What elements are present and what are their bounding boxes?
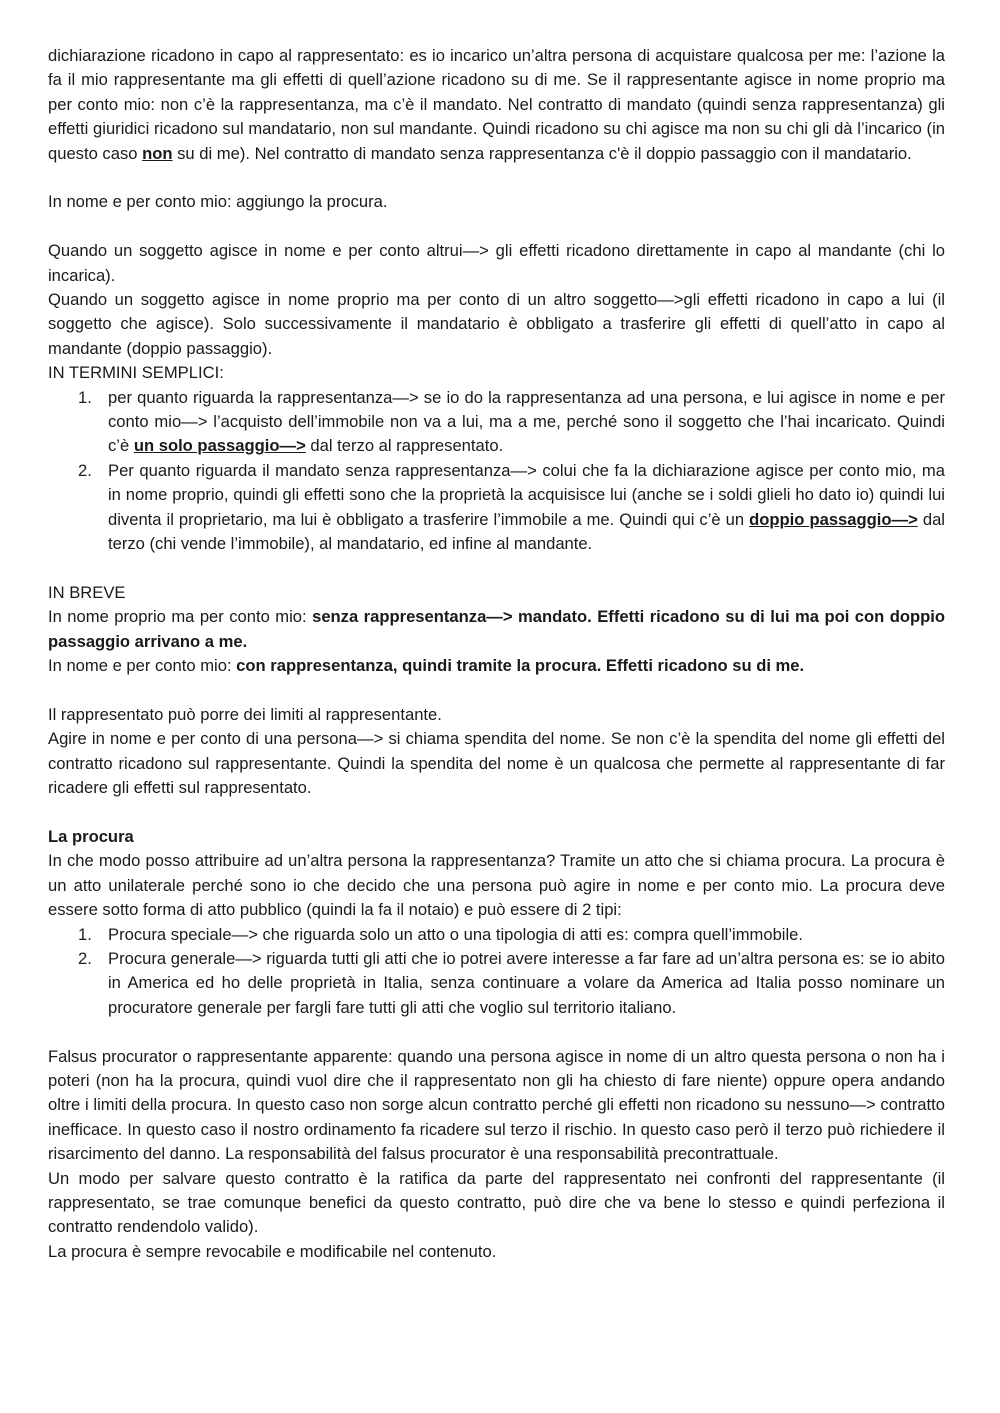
list-number: 2. — [78, 948, 92, 968]
paragraph-text: dichiarazione ricadono in capo al rappresentato: es io incarico un’altra persona di acquistare qualcosa per me: l’azione la fa il mio rappresentante ma gli effetti di quell’azione ricadono su di me. Se il rappresentante agisce in nome proprio ma per conto mio: non c’è la rappresentanza, ma c’è il mandato. Nel contratto di mandato (quindi senza rappresentanza) gli effetti giuridici ricadono sul mandatario, non sul mandante. Quindi ricadono su chi agisce ma non su chi gli dà l’incarico (in questo caso — [48, 46, 945, 163]
paragraph-limiti: Il rappresentato può porre dei limiti al rappresentante. — [48, 704, 442, 724]
list-item-text-end: dal terzo al rappresentato. — [305, 436, 504, 456]
heading-termini-semplici: IN TERMINI SEMPLICI: — [48, 363, 224, 383]
paragraph-breve-mandato — [48, 605, 945, 654]
paragraph-text: In nome e per conto mio: — [48, 656, 237, 676]
list-tipi-procura — [48, 923, 945, 1021]
spacer — [48, 679, 945, 703]
list-item — [48, 459, 945, 557]
emphasis-doppio-passaggio: doppio passaggio—> — [749, 509, 918, 529]
list-item-text: Procura speciale—> che riguarda solo un atto o una tipologia di atti es: compra quell’immobile. — [108, 924, 804, 944]
list-termini-semplici — [48, 386, 945, 557]
list-item-text-end: dal terzo (chi vende l’immobile), al mandatario, ed infine al mandante. — [108, 509, 945, 554]
paragraph-text-end: su di me). Nel contratto di mandato senza rappresentanza c'è il doppio passaggio con il mandatario. — [172, 143, 912, 163]
paragraph-procura-definizione: In che modo posso attribuire ad un’altra persona la rappresentanza? Tramite un atto che si chiama procura. La procura è un atto unilaterale perché sono io che decido che una persona può agire in nome e per conto mio. La procura deve essere sotto forma di atto pubblico (quindi la fa il notaio) e può essere di 2 tipi: — [48, 851, 945, 920]
list-item-text: per quanto riguarda la rappresentanza—> se io do la rappresentanza ad una persona, e lui agisce in nome e per conto mio—> l’acquisto dell’immobile non va a lui, ma a me, perché sono il soggetto che l’hai incaricato. Quindi c’è — [108, 387, 945, 456]
paragraph-ratifica: Un modo per salvare questo contratto è la ratifica da parte del rappresentato nei confronti del rappresentante (il rappresentato, se trae comunque benefici da questo contratto, può dire che va bene lo stesso e quindi perfeziona il contratto rendendolo valido). — [48, 1168, 945, 1237]
paragraph-falsus-procurator: Falsus procurator o rappresentante apparente: quando una persona agisce in nome di un altro questa persona o non ha i poteri (non ha la procura, quindi vuol dire che il rappresentato non gli ha chiesto di fare niente) oppure opera andando oltre i limiti della procura. In questo caso non sorge alcun contratto perché gli effetti non ricadono su nessuno—> contratto inefficace. In questo caso il nostro ordinamento fa ricadere sul terzo il rischio. In questo caso però il terzo può richiedere il risarcimento del danno. La responsabilità del falsus procurator è una responsabilità precontrattuale. — [48, 1046, 945, 1164]
heading-in-breve: IN BREVE — [48, 582, 126, 602]
paragraph-nome-conto-altrui: Quando un soggetto agisce in nome e per conto altrui—> gli effetti ricadono direttamente in capo al mandante (chi lo incarica). — [48, 241, 945, 285]
list-item — [48, 386, 945, 459]
list-item-text: Procura generale—> riguarda tutti gli atti che io potrei avere interesse a far fare ad un’altra persona es: se io abito in America ed ho delle proprietà in Italia, senza continuare a volare da America ad Italia posso nominare un procuratore generale per fargli fare tutti gli atti che voglio sul territorio italiano. — [108, 948, 945, 1017]
spacer — [48, 166, 945, 190]
list-number: 1. — [78, 387, 92, 407]
spacer — [48, 215, 945, 239]
list-item — [48, 923, 945, 947]
paragraph-mandate-intro — [48, 44, 945, 166]
list-item — [48, 947, 945, 1020]
paragraph-nome-proprio: Quando un soggetto agisce in nome proprio ma per conto di un altro soggetto—>gli effetti ricadono in capo a lui (il soggetto che agisce). Solo successivamente il mandatario è obbligato a trasferire gli effetti di quell’atto in capo al mandante (doppio passaggio). — [48, 290, 945, 358]
paragraph-spendita-nome: Agire in nome e per conto di una persona—> si chiama spendita del nome. Se non c’è la spendita del nome gli effetti del contratto ricadono sul rappresentante. Quindi la spendita del nome è un qualcosa che permette al rappresentante di far ricadere gli effetti sul rappresentato. — [48, 729, 945, 798]
document-page — [48, 44, 945, 1264]
list-number: 1. — [78, 924, 92, 944]
spacer — [48, 1020, 945, 1044]
paragraph-breve-rappresentanza — [48, 654, 945, 678]
list-item-text: Per quanto riguarda il mandato senza rappresentanza—> colui che fa la dichiarazione agisce per conto mio, ma in nome proprio, quindi gli effetti sono che la proprietà la acquisisce lui (anche se i soldi glieli ho dato io) quindi lui diventa il proprietario, ma lui è obbligato a trasferire l’immobile a me. Quindi qui c’è un — [108, 460, 945, 529]
spacer — [48, 801, 945, 825]
emphasis-bold: con rappresentanza, quindi tramite la procura. Effetti ricadono su di me. — [236, 656, 805, 676]
section-heading-procura: La procura — [48, 826, 134, 846]
list-number: 2. — [78, 460, 92, 480]
paragraph-text: In nome proprio ma per conto mio: — [48, 607, 313, 627]
emphasis-non: non — [142, 143, 173, 163]
paragraph-procura-note: In nome e per conto mio: aggiungo la procura. — [48, 192, 388, 212]
emphasis-solo-passaggio: un solo passaggio—> — [133, 436, 306, 456]
spacer — [48, 557, 945, 581]
paragraph-revocabile: La procura è sempre revocabile e modificabile nel contenuto. — [48, 1241, 497, 1261]
emphasis-bold: senza rappresentanza—> mandato. Effetti ricadono su di lui ma poi con doppio passaggio arrivano a me. — [48, 607, 946, 651]
